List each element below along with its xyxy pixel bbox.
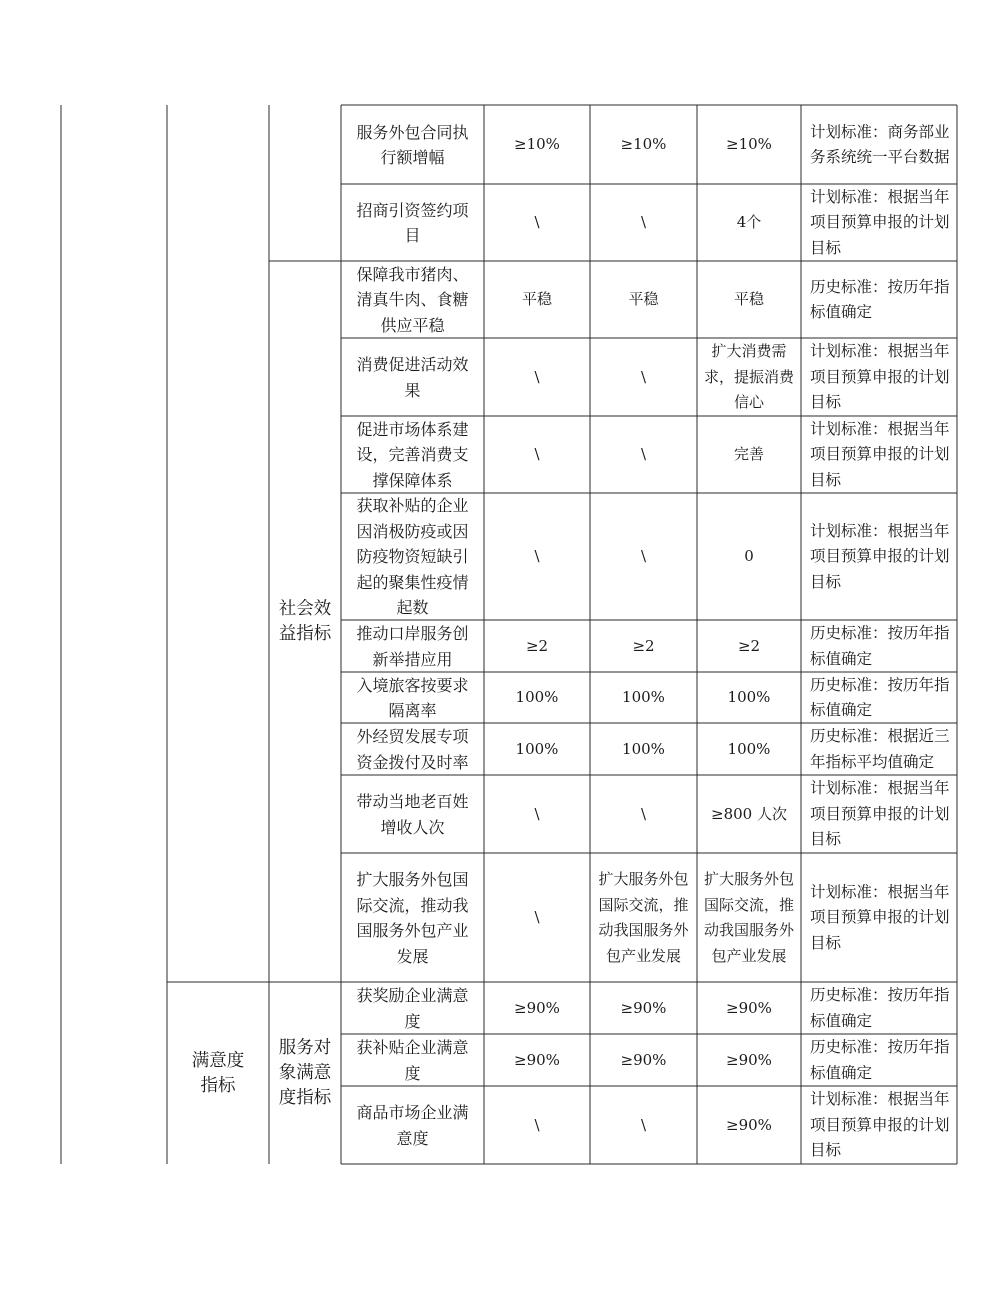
table-cell-value: \ [640, 804, 647, 823]
table-cell-value: 100% [515, 739, 559, 758]
table-cell-standard: 计划标准：根据当年项目预算申报的计划目标 [810, 419, 950, 489]
table-cell-value: ≥90% [726, 998, 772, 1017]
table-row-indicator: 招商引资签约项目 [356, 200, 469, 245]
table-cell-value: \ [640, 213, 647, 232]
table-cell-value: ≥800 人次 [711, 804, 787, 823]
group-satisfaction-label: 满意度指标 [191, 1050, 245, 1096]
table-row-indicator: 获补贴企业满意度 [356, 1038, 469, 1083]
table-cell-value: \ [534, 547, 540, 566]
table-cell-value: \ [534, 445, 540, 464]
table-cell-value: ≥90% [514, 1050, 560, 1069]
table-cell-value: 平稳 [628, 290, 659, 309]
group-social-benefit-label: 社会效益指标 [278, 599, 332, 644]
table-cell-value: 扩大服务外包国际交流，推动我国服务外包产业发展 [598, 870, 689, 965]
table-cell-value: ≥10% [620, 135, 667, 154]
table-cell-value: ≥10% [514, 135, 560, 154]
table-cell-value: ≥2 [525, 636, 549, 655]
group-satisfaction [168, 983, 268, 1164]
group-service-satisfaction-label: 服务对象满意度指标 [278, 1038, 332, 1108]
table-cell-value: 100% [622, 688, 665, 707]
table-cell-value: \ [534, 367, 540, 386]
table-row-indicator: 服务外包合同执行额增幅 [356, 122, 469, 167]
table-row-indicator: 外经贸发展专项资金拨付及时率 [356, 727, 469, 772]
table-row-indicator: 促进市场体系建设，完善消费支撑保障体系 [356, 419, 469, 490]
table-cell-value: 完善 [733, 445, 764, 464]
table-cell-value: ≥90% [726, 1050, 772, 1069]
table-cell-standard: 计划标准：根据当年项目预算申报的计划目标 [810, 187, 950, 257]
table-cell-standard: 历史标准：按历年指标值确定 [810, 277, 950, 321]
table-cell-value: 100% [515, 688, 559, 707]
table-cell-standard: 历史标准：按历年指标值确定 [810, 624, 950, 668]
table-cell-value: 100% [727, 688, 771, 707]
table-cell-value: ≥2 [737, 636, 761, 655]
table-cell-value: \ [640, 445, 647, 464]
table-cell-value: 0 [744, 547, 754, 566]
table-row-indicator: 商品市场企业满意度 [356, 1103, 469, 1148]
group-service-satisfaction [270, 983, 340, 1164]
table-cell-value: \ [534, 804, 540, 823]
table-cell-value: ≥90% [726, 1115, 772, 1134]
table-row-indicator: 保障我市猪肉、清真牛肉、食糖供应平稳 [356, 264, 469, 335]
table-cell-value: \ [534, 908, 540, 927]
table-cell-standard: 计划标准：根据当年项目预算申报的计划目标 [810, 521, 950, 591]
table-cell-value: 扩大消费需求，提振消费信心 [703, 342, 794, 412]
table-cell-standard: 历史标准：按历年指标值确定 [810, 986, 950, 1030]
table-row-indicator: 扩大服务外包国际交流，推动我国服务外包产业发展 [356, 870, 469, 966]
table-row-indicator: 推动口岸服务创新举措应用 [356, 624, 469, 669]
table-cell-value: ≥2 [632, 636, 655, 655]
table-cell-standard: 计划标准：商务部业务系统统一平台数据 [810, 122, 950, 166]
table-cell-standard: 计划标准：根据当年项目预算申报的计划目标 [810, 882, 950, 952]
table-cell-value: ≥90% [620, 998, 667, 1017]
table-cell-value: \ [640, 547, 647, 566]
table-cell-value: 100% [727, 739, 771, 758]
table-cell-value: ≥10% [726, 135, 772, 154]
table-cell-value: \ [534, 1115, 540, 1134]
table-cell-value: \ [534, 213, 540, 232]
table-cell-value: ≥90% [514, 998, 560, 1017]
table-cell-standard: 计划标准：根据当年项目预算申报的计划目标 [810, 342, 950, 412]
table-row-indicator: 获取补贴的企业因消极防疫或因防疫物资短缺引起的聚集性疫情起数 [356, 496, 469, 618]
table-row-indicator: 入境旅客按要求隔离率 [356, 675, 469, 720]
table-cell-value: 平稳 [521, 290, 552, 309]
table-cell-value: \ [640, 367, 647, 386]
table-cell-standard: 历史标准：按历年指标值确定 [810, 675, 950, 719]
table-cell-value: 平稳 [733, 290, 764, 309]
table-cell-value: 100% [622, 739, 665, 758]
table-cell-standard: 历史标准：按历年指标值确定 [810, 1038, 950, 1082]
table-row-indicator: 获奖励企业满意度 [356, 986, 469, 1031]
table-cell-value: \ [640, 1115, 647, 1134]
group-social-benefit [270, 262, 340, 982]
table-row-indicator: 消费促进活动效果 [356, 355, 469, 400]
table-cell-value: ≥90% [620, 1050, 667, 1069]
table-cell-standard: 历史标准：根据近三年指标平均值确定 [810, 727, 950, 771]
table-cell-value: 扩大服务外包国际交流，推动我国服务外包产业发展 [703, 870, 794, 965]
table-cell-standard: 计划标准：根据当年项目预算申报的计划目标 [810, 1090, 950, 1160]
table-row-indicator: 带动当地老百姓增收人次 [356, 792, 469, 837]
table-cell-value: 4个 [736, 213, 762, 232]
table-cell-standard: 计划标准：根据当年项目预算申报的计划目标 [810, 779, 950, 849]
